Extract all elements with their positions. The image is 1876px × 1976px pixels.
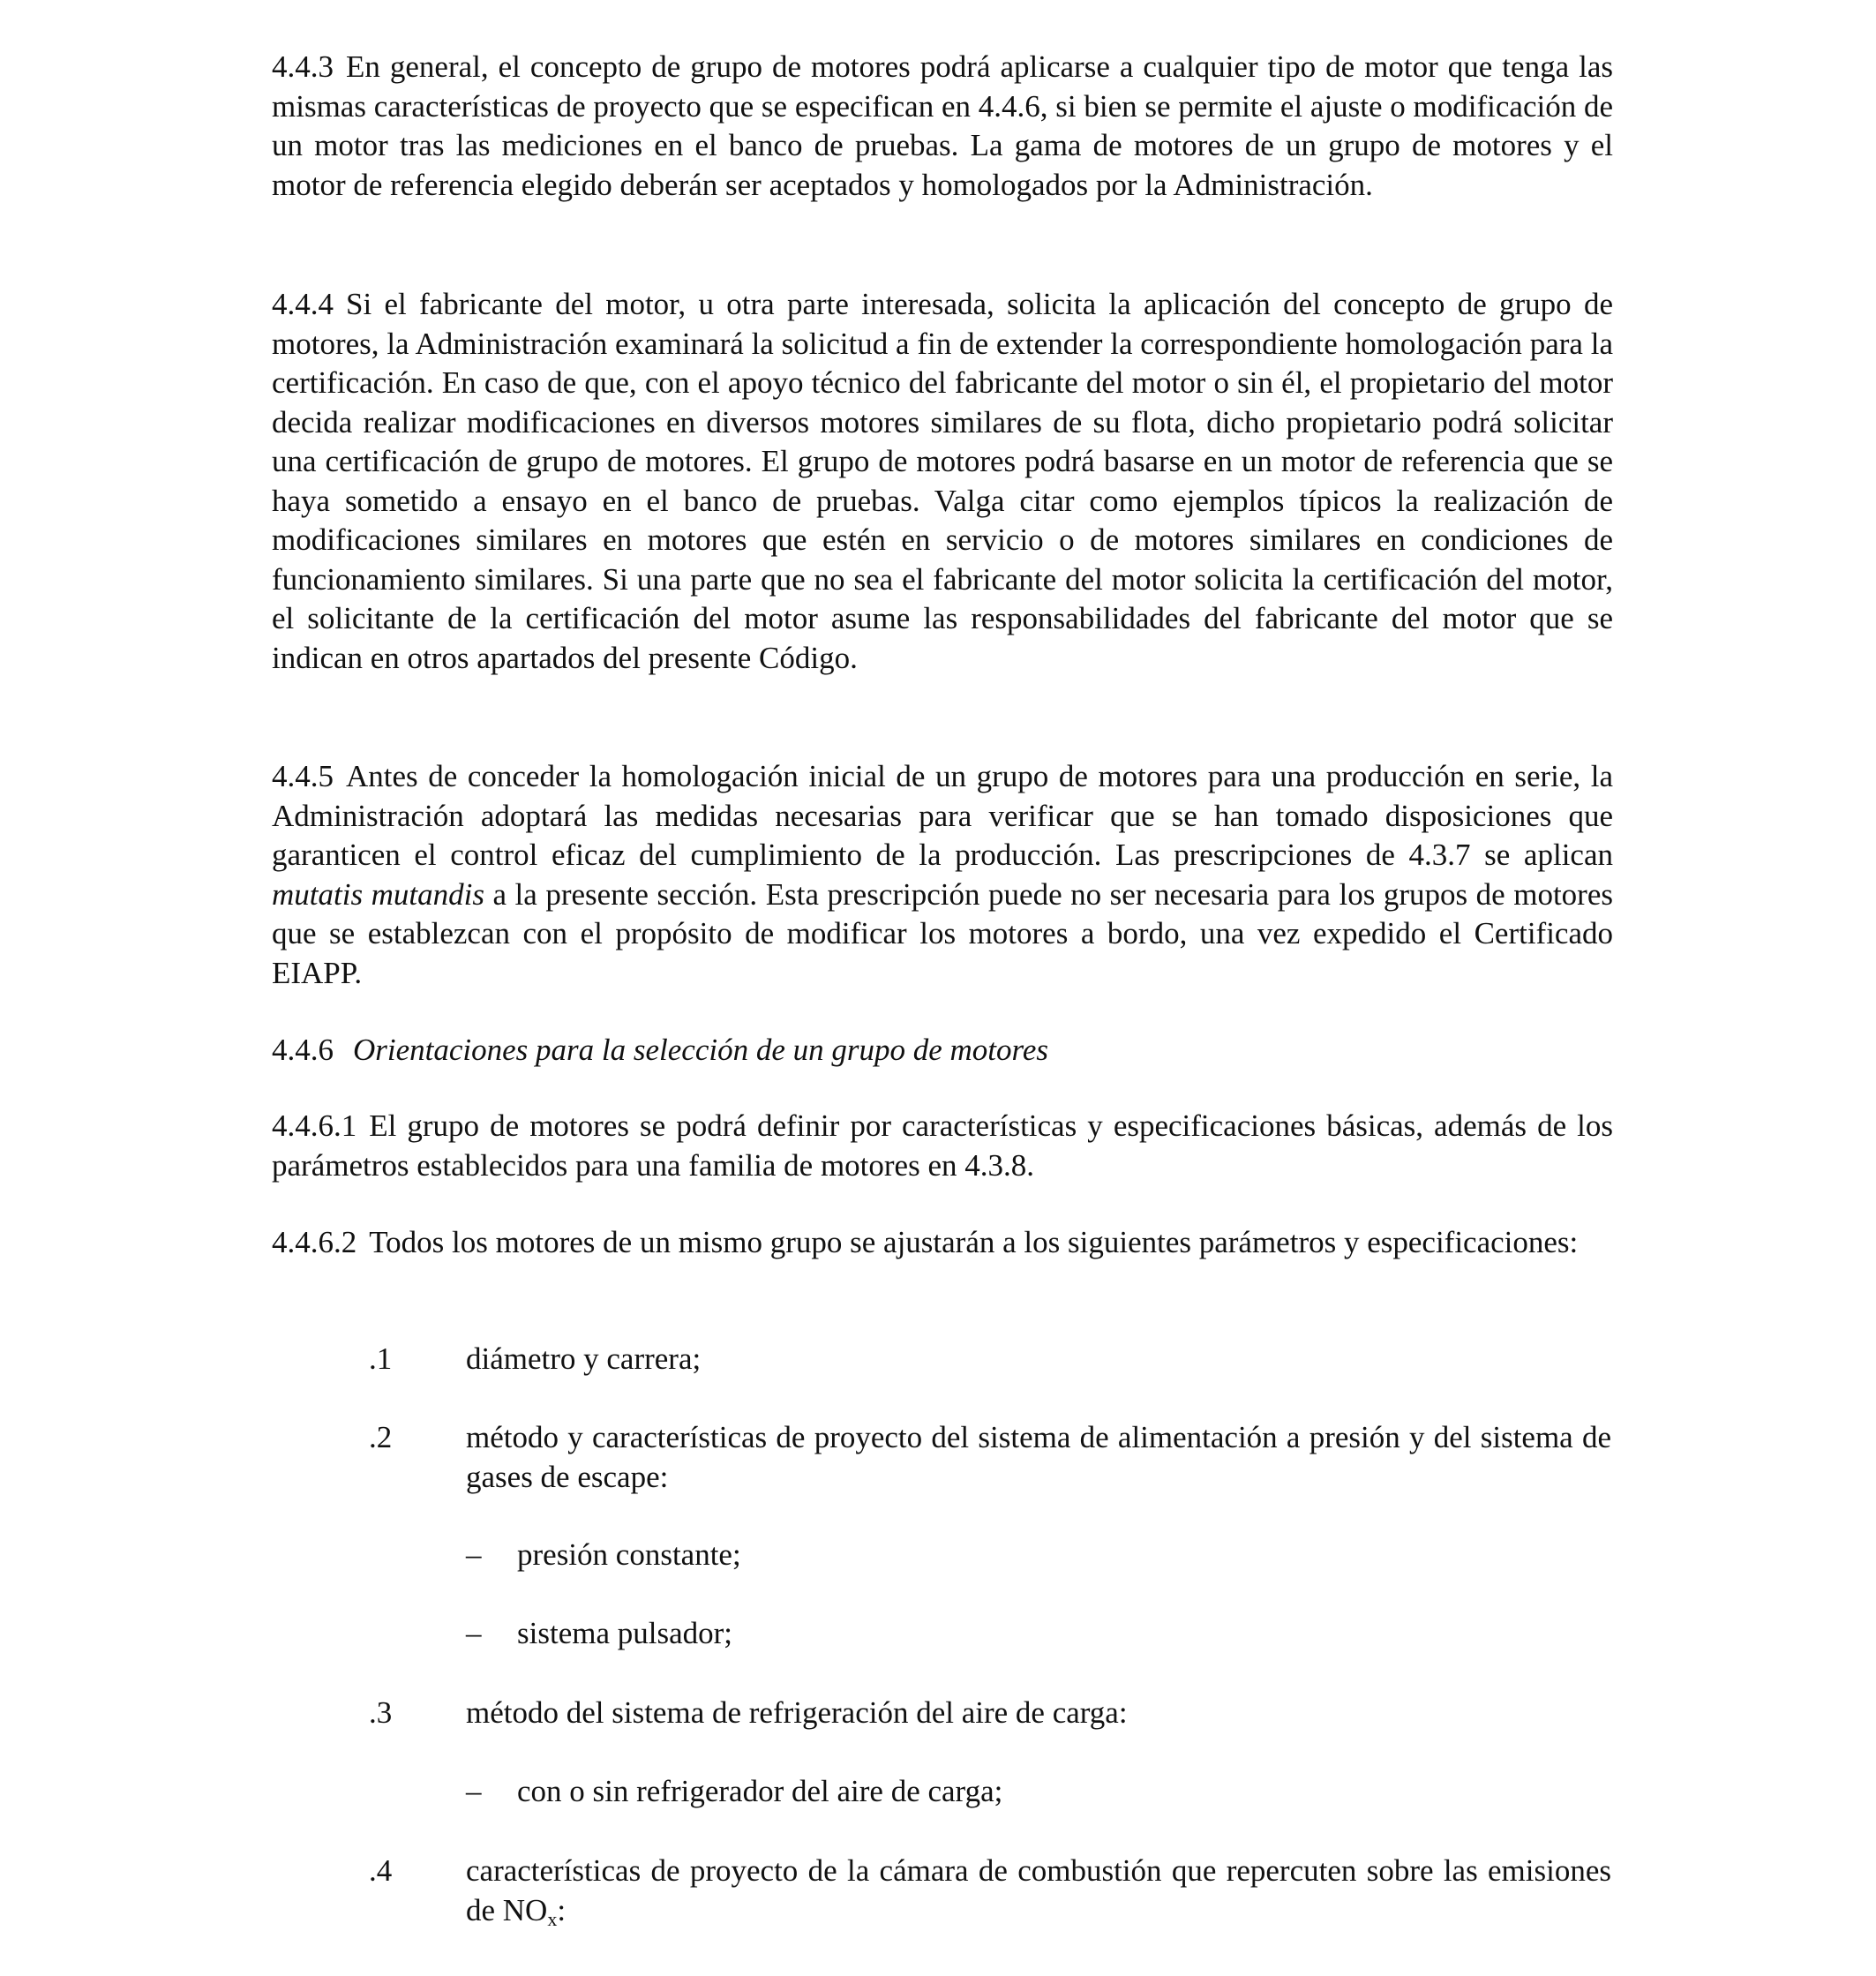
paragraph-4-4-6-1 (272, 1107, 1613, 1185)
sub-list-item-text: presión constante; (517, 1537, 741, 1572)
paragraph-number: 4.4.5 (272, 759, 334, 793)
list-item-number: .2 (369, 1420, 393, 1454)
paragraph-4-4-4 (272, 285, 1613, 678)
paragraph-number: 4.4.6 (272, 1033, 334, 1067)
dash-bullet: – (466, 1616, 482, 1650)
list-item-number: .3 (369, 1695, 393, 1730)
list-item-text (466, 1852, 1611, 1939)
paragraph-text: Todos los motores de un mismo grupo se ajustarán a los siguientes parámetros y especificaciones: (369, 1225, 1579, 1259)
paragraph-number: 4.4.3 (272, 49, 334, 84)
list-item-punctuation: : (557, 1892, 567, 1927)
paragraph-text: En general, el concepto de grupo de motores podrá aplicarse a cualquier tipo de motor que tenga las mismas características de proyecto que se especifican en 4.4.6, si bien se permite el ajuste o modificación de un motor tras las mediciones en el banco de pruebas. La gama de motores de un grupo de motores y el motor de referencia elegido deberán ser aceptados y homologados por la Administración. (272, 49, 1613, 202)
list-item-text: método y características de proyecto del sistema de alimentación a presión y del sistema de gases de escape: (466, 1420, 1611, 1494)
paragraph-number: 4.4.4 (272, 287, 334, 321)
paragraph-4-4-6-2 (272, 1223, 1613, 1263)
paragraph-text-continued: a la presente sección. Esta prescripción puede no ser necesaria para los grupos de motores que se establezcan con el propósito de modificar los motores a bordo, una vez expedido el Certificado EIAPP. (272, 876, 1613, 990)
sub-list-item-text: sistema pulsador; (517, 1616, 732, 1650)
paragraph-number: 4.4.6.1 (272, 1108, 357, 1143)
list-item-number: .4 (369, 1853, 393, 1888)
subscript: x (547, 1907, 558, 1930)
sub-list-item (466, 1536, 741, 1575)
section-title: Orientaciones para la selección de un grupo de motores (353, 1033, 1049, 1067)
sub-list-item-text: con o sin refrigerador del aire de carga; (517, 1774, 1003, 1808)
dash-bullet: – (466, 1774, 482, 1808)
paragraph-text: El grupo de motores se podrá definir por características y especificaciones básicas, además de los parámetros establecidos para una familia de motores en 4.3.8. (272, 1108, 1613, 1183)
list-item-number: .1 (369, 1341, 393, 1376)
paragraph-4-4-3 (272, 48, 1613, 205)
section-heading-4-4-6 (272, 1031, 1613, 1071)
sub-list-item (466, 1772, 1002, 1812)
latin-phrase: mutatis mutandis (272, 876, 484, 912)
sub-list-item (466, 1614, 732, 1654)
list-item-text: diámetro y carrera; (466, 1341, 702, 1376)
list-item-text: método del sistema de refrigeración del aire de carga: (466, 1695, 1128, 1730)
paragraph-text: Antes de conceder la homologación inicial de un grupo de motores para una producción en serie, la Administración adoptará las medidas necesarias para verificar que se han tomado disposiciones que garanticen el control eficaz del cumplimiento de la producción. Las prescripciones de 4.3.7 se aplican (272, 759, 1613, 872)
paragraph-text: Si el fabricante del motor, u otra parte interesada, solicita la aplicación del concepto de grupo de motores, la Administración examinará la solicitud a fin de extender la correspondiente homologación para la certificación. En caso de que, con el apoyo técnico del fabricante del motor o sin él, el propietario del motor decida realizar modificaciones en diversos motores similares de su flota, dicho propietario podrá solicitar una certificación de grupo de motores. El grupo de motores podrá basarse en un motor de referencia que se haya sometido a ensayo en el banco de pruebas. Valga citar como ejemplos típicos la realización de modificaciones similares en motores que estén en servicio o de motores similares en condiciones de funcionamiento similares. Si una parte que no sea el fabricante del motor solicita la certificación del motor, el solicitante de la certificación del motor asume las responsabilidades del fabricante del motor que se indican en otros apartados del presente Código. (272, 287, 1613, 675)
paragraph-4-4-5 (272, 757, 1613, 993)
paragraph-number: 4.4.6.2 (272, 1225, 357, 1259)
list-item-text-main: características de proyecto de la cámara de combustión que repercuten sobre las emisiones de NO (466, 1853, 1611, 1927)
dash-bullet: – (466, 1537, 482, 1572)
